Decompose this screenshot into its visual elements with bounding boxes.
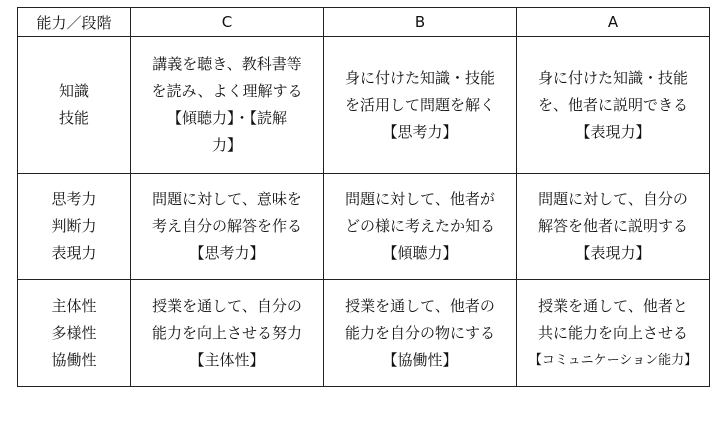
- cell-line: 身に付けた知識・技能: [537, 68, 688, 87]
- row-header-line: 技能: [58, 109, 89, 127]
- table-row-initiative-diversity-collaboration: [18, 280, 710, 387]
- cell-line: を、他者に説明できる: [537, 95, 688, 114]
- cell-line: 授業を通して、自分の: [152, 296, 302, 315]
- cell-thinking-b: [324, 174, 517, 280]
- cell-thinking-a: [517, 174, 710, 280]
- cell-line: 問題に対して、意味を: [152, 190, 302, 208]
- cell-line: 考え自分の解答を作る: [151, 217, 302, 235]
- level-header-a: A: [517, 8, 710, 37]
- cell-line: 能力を自分の物にする: [344, 323, 495, 342]
- ability-stage-table: [17, 7, 710, 387]
- cell-line: 【思考力】: [189, 244, 265, 262]
- cell-line: 身に付けた知識・技能: [344, 68, 495, 87]
- cell-line: どの様に考えたか知る: [344, 217, 495, 235]
- cell-line: 【協働性】: [382, 350, 458, 369]
- level-header-b: B: [324, 8, 517, 37]
- cell-initiative-c: [131, 280, 324, 387]
- cell-line: 【傾聴力】: [382, 244, 458, 262]
- row-header-line: 判断力: [51, 217, 97, 235]
- row-header-initiative: [18, 280, 131, 387]
- cell-line: 力】: [211, 136, 242, 154]
- cell-line: 【主体性】: [189, 350, 265, 369]
- cell-line: を活用して問題を解く: [344, 95, 495, 114]
- corner-header: 能力／段階: [18, 8, 131, 37]
- cell-initiative-a: [517, 280, 710, 387]
- cell-line: を読み、よく理解する: [151, 82, 303, 100]
- table-row-knowledge-skill: [18, 37, 710, 174]
- row-header-knowledge-skill: [18, 37, 131, 174]
- cell-line: 講義を聴き、教科書等: [152, 55, 302, 73]
- cell-thinking-c: [131, 174, 324, 280]
- header-row: [18, 8, 710, 37]
- cell-line: 【傾聴力】・【読解: [166, 109, 287, 127]
- row-header-line: 協働性: [51, 350, 97, 369]
- cell-line: 【思考力】: [382, 122, 458, 141]
- cell-line: 能力を向上させる努力: [151, 323, 302, 342]
- level-header-c: C: [131, 8, 324, 37]
- row-header-line: 知識: [58, 82, 89, 100]
- cell-line: 【表現力】: [575, 244, 651, 262]
- cell-line: 共に能力を向上させる: [537, 323, 688, 342]
- cell-knowledge-b: [324, 37, 517, 174]
- cell-line: 問題に対して、自分の: [538, 190, 688, 208]
- cell-line: 【表現力】: [575, 122, 651, 141]
- cell-knowledge-c: [131, 37, 324, 174]
- cell-line: 解答を他者に説明する: [537, 217, 688, 235]
- row-header-line: 思考力: [51, 190, 97, 208]
- row-header-line: 表現力: [51, 244, 97, 262]
- cell-initiative-b: [324, 280, 517, 387]
- row-header-line: 多様性: [51, 323, 97, 342]
- cell-line: 問題に対して、他者が: [345, 190, 495, 208]
- table-row-thinking-judgment-expression: [18, 174, 710, 280]
- cell-line: 【コミュニケーション能力】: [528, 352, 698, 368]
- cell-line: 授業を通して、他者と: [538, 296, 688, 315]
- cell-line: 授業を通して、他者の: [345, 296, 495, 315]
- row-header-line: 主体性: [51, 296, 97, 315]
- row-header-thinking: [18, 174, 131, 280]
- cell-knowledge-a: [517, 37, 710, 174]
